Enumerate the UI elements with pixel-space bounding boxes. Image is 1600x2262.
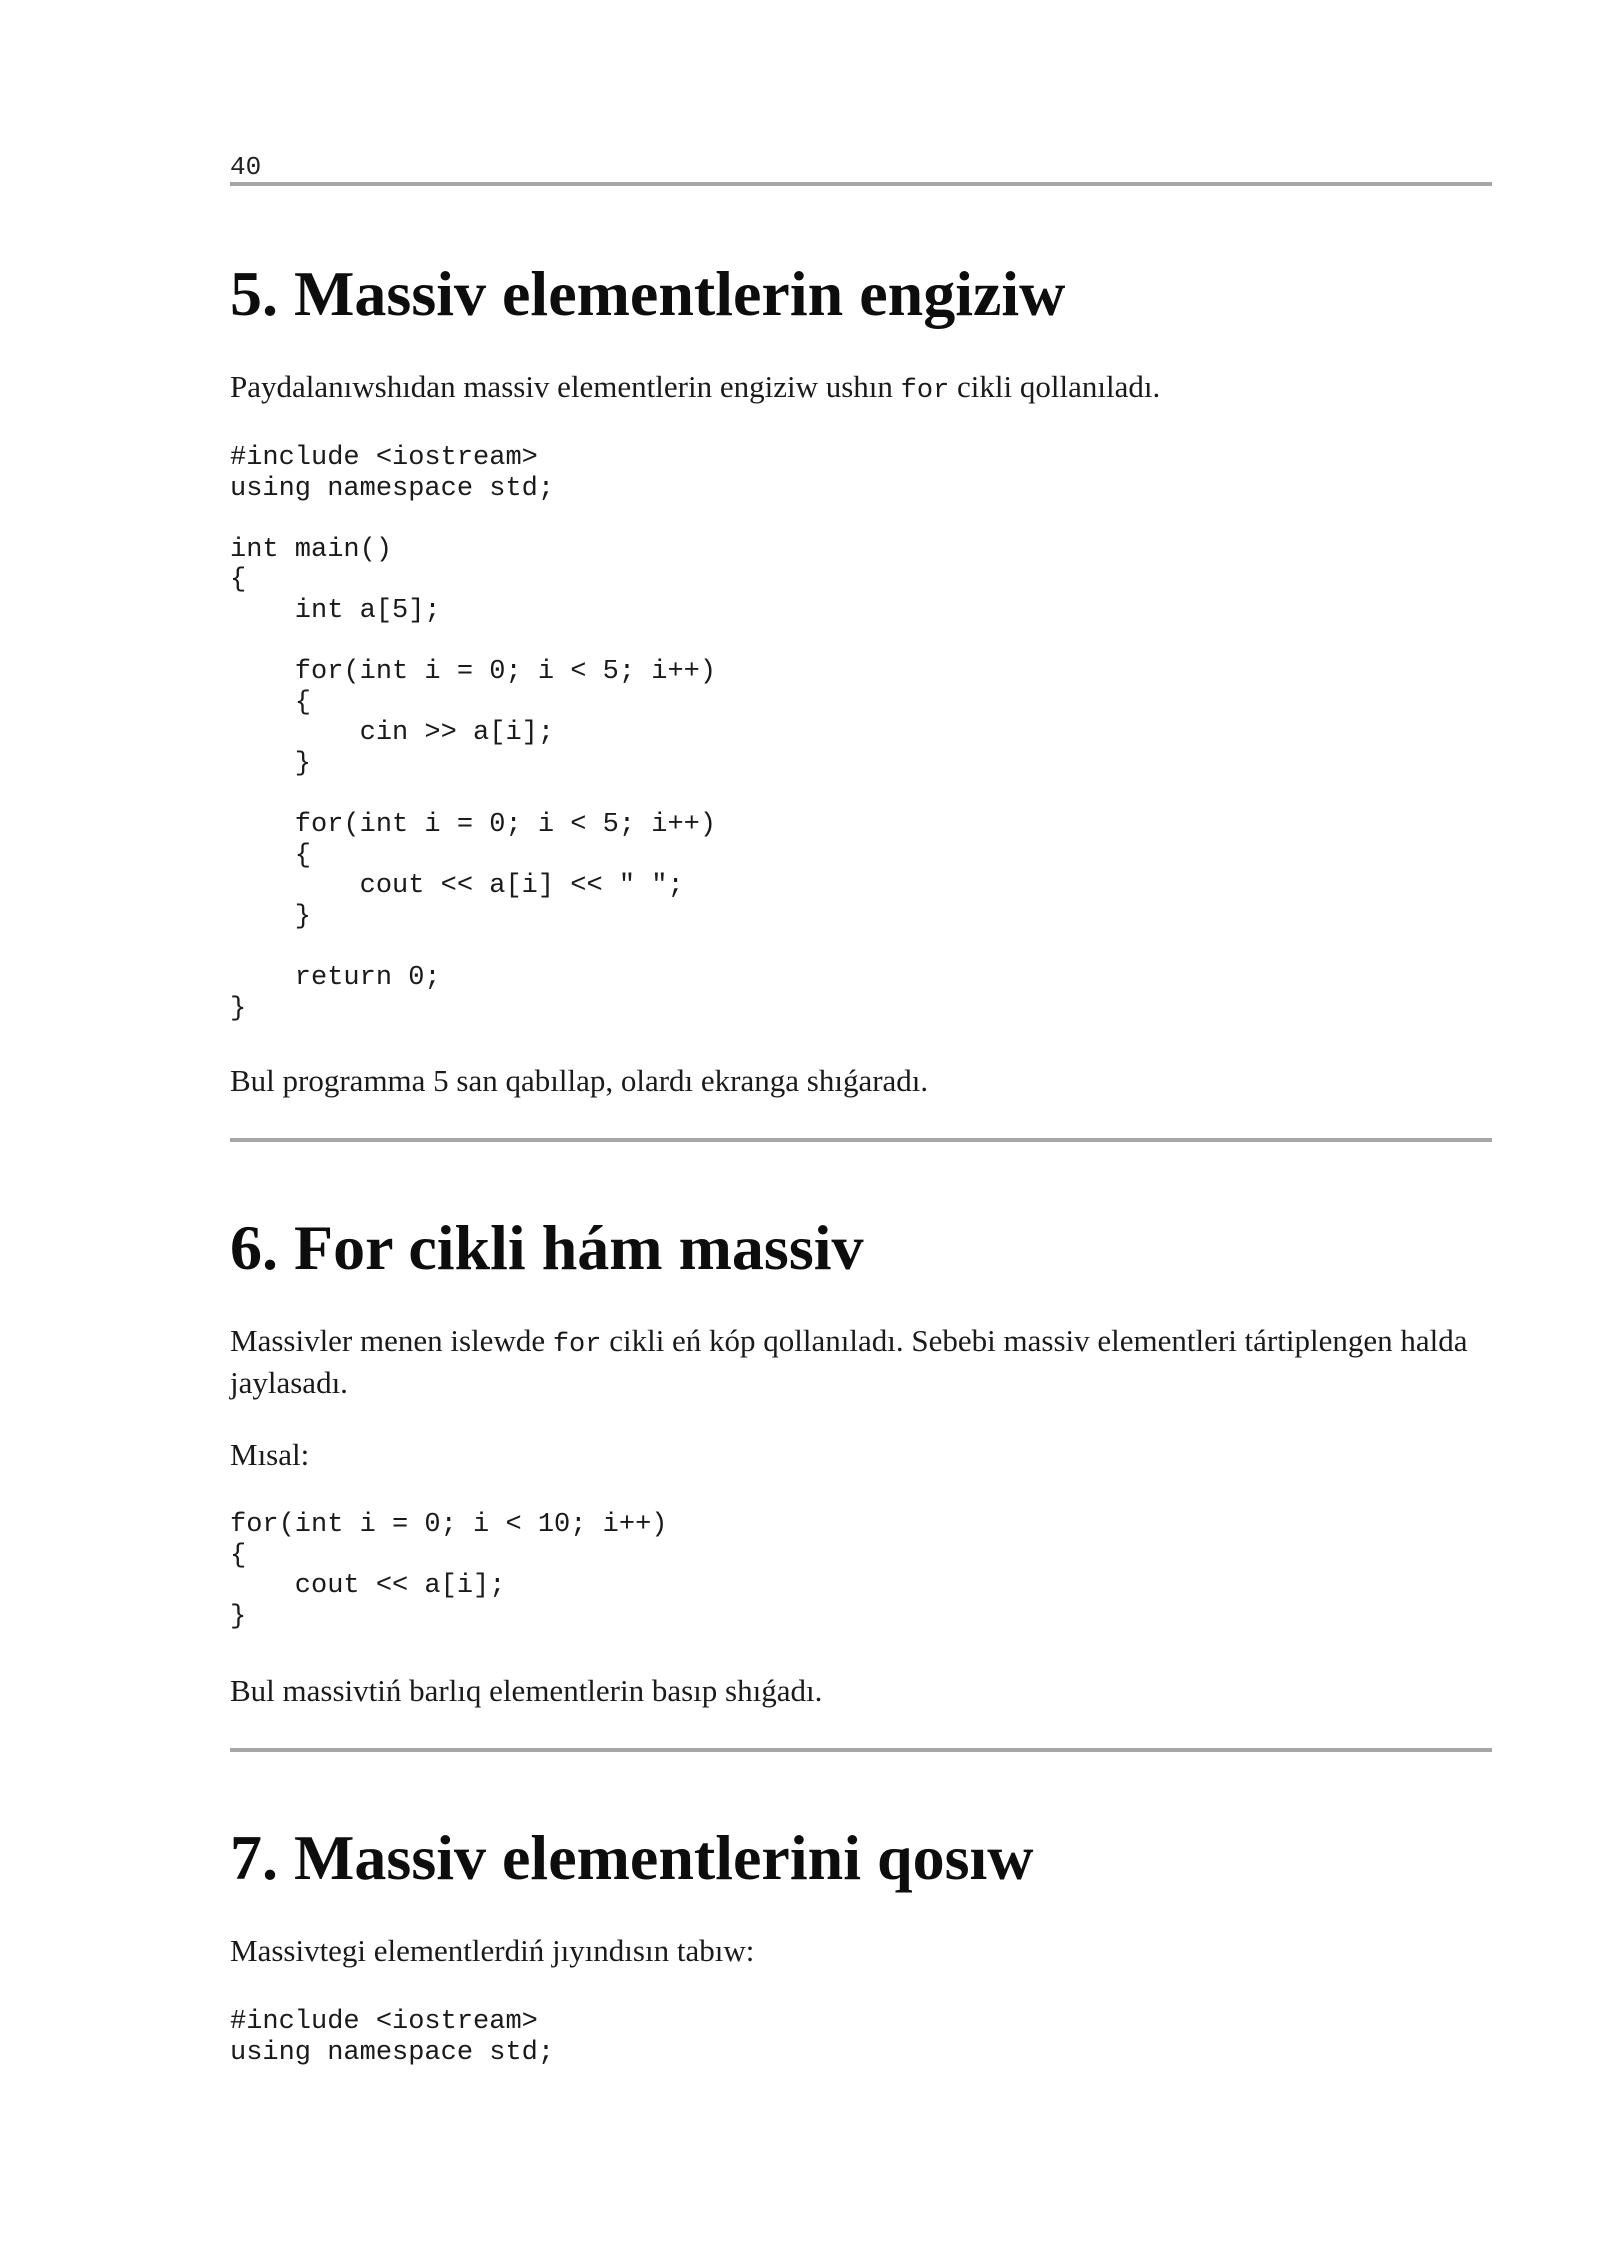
code-block: #include <iostream> using namespace std; [230, 2007, 555, 2068]
section-heading: 6. For cikli hám massiv [230, 1212, 864, 1283]
example-label: Mısal: [230, 1437, 310, 1472]
inline-code: for [900, 376, 950, 406]
section-heading: 5. Massiv elementlerin engiziw [230, 258, 1066, 329]
header-rule [230, 182, 1492, 186]
section-heading: 7. Massiv elementlerini qosıw [230, 1822, 1034, 1893]
section-intro: Massivler menen islewde for cikli eń kóp qollanıladı. Sebebi massiv elementleri tártiplengen halda jaylasadı. [230, 1323, 1468, 1400]
inline-code: for [552, 1330, 602, 1360]
code-block: for(int i = 0; i < 10; i++) { cout << a[i]; } [230, 1510, 668, 1632]
section-divider [230, 1748, 1492, 1752]
section-divider [230, 1138, 1492, 1142]
section-intro: Paydalanıwshıdan massiv elementlerin engiziw ushın for cikli qollanıladı. [230, 369, 1161, 406]
section-outro: Bul massivtiń barlıq elementlerin basıp shıǵadı. [230, 1673, 823, 1708]
code-block: #include <iostream> using namespace std; int main() { int a[5]; for(int i = 0; i < 5; i++) { cin >> a[i]; } for(int i = 0; i < 5; i++) { cout << a[i] << " "; } return 0; } [230, 443, 717, 1024]
page-number: 40 [230, 152, 262, 182]
section-outro: Bul programma 5 san qabıllap, olardı ekranga shıǵaradı. [230, 1063, 929, 1098]
section-intro: Massivtegi elementlerdiń jıyındısın tabıw: [230, 1933, 755, 1968]
